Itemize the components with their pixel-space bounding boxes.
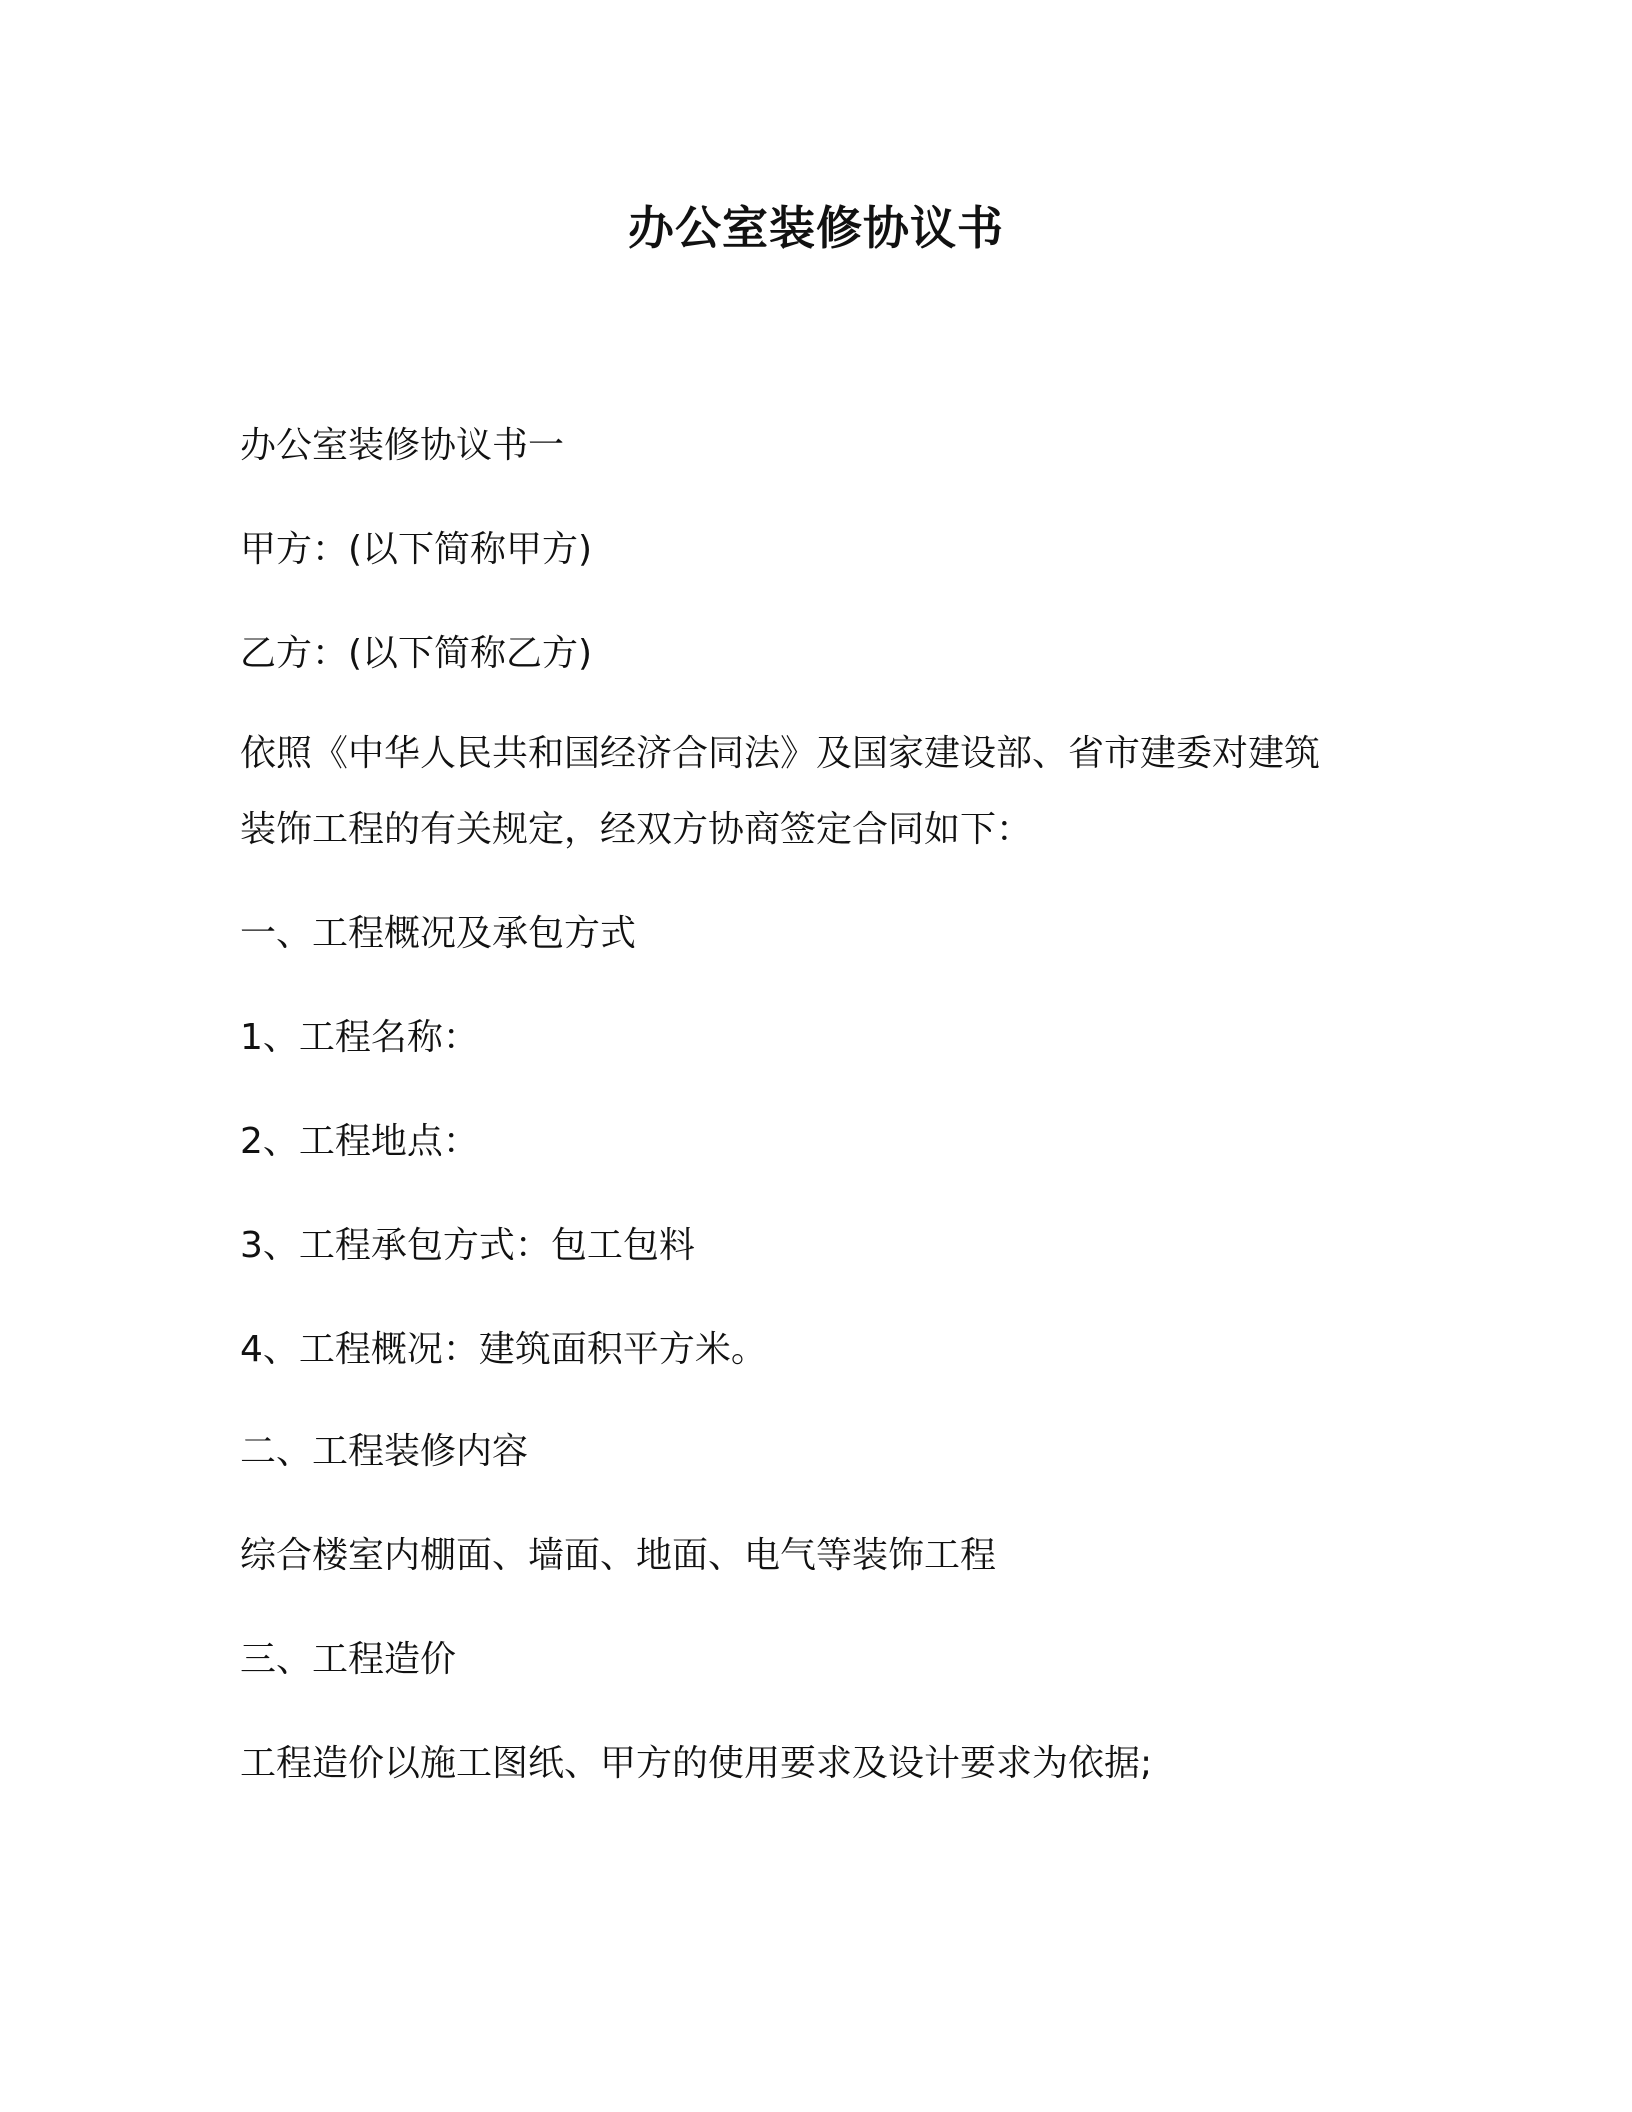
section-heading-1: 一、工程概况及承包方式: [240, 913, 637, 954]
party-b-line: 乙方：(以下简称乙方): [240, 633, 593, 674]
section-2-content: 综合楼室内棚面、墙面、地面、电气等装饰工程: [240, 1535, 997, 1576]
party-a-line: 甲方：(以下简称甲方): [240, 529, 593, 570]
section-3-content: 工程造价以施工图纸、甲方的使用要求及设计要求为依据;: [240, 1743, 1153, 1784]
preamble-line-2: 装饰工程的有关规定，经双方协商签定合同如下：: [240, 809, 1033, 850]
section-heading-2: 二、工程装修内容: [240, 1431, 529, 1472]
section-heading-3: 三、工程造价: [240, 1639, 457, 1680]
clause-1-3: 3、工程承包方式：包工包料: [240, 1225, 695, 1266]
subtitle-line: 办公室装修协议书一: [240, 425, 565, 466]
clause-1-1: 1、工程名称：: [240, 1017, 479, 1058]
preamble-line-1: 依照《中华人民共和国经济合同法》及国家建设部、省市建委对建筑: [240, 733, 1321, 774]
document-title: 办公室装修协议书: [628, 201, 1004, 255]
clause-1-2: 2、工程地点：: [240, 1121, 479, 1162]
clause-1-4: 4、工程概况：建筑面积平方米。: [240, 1329, 767, 1370]
